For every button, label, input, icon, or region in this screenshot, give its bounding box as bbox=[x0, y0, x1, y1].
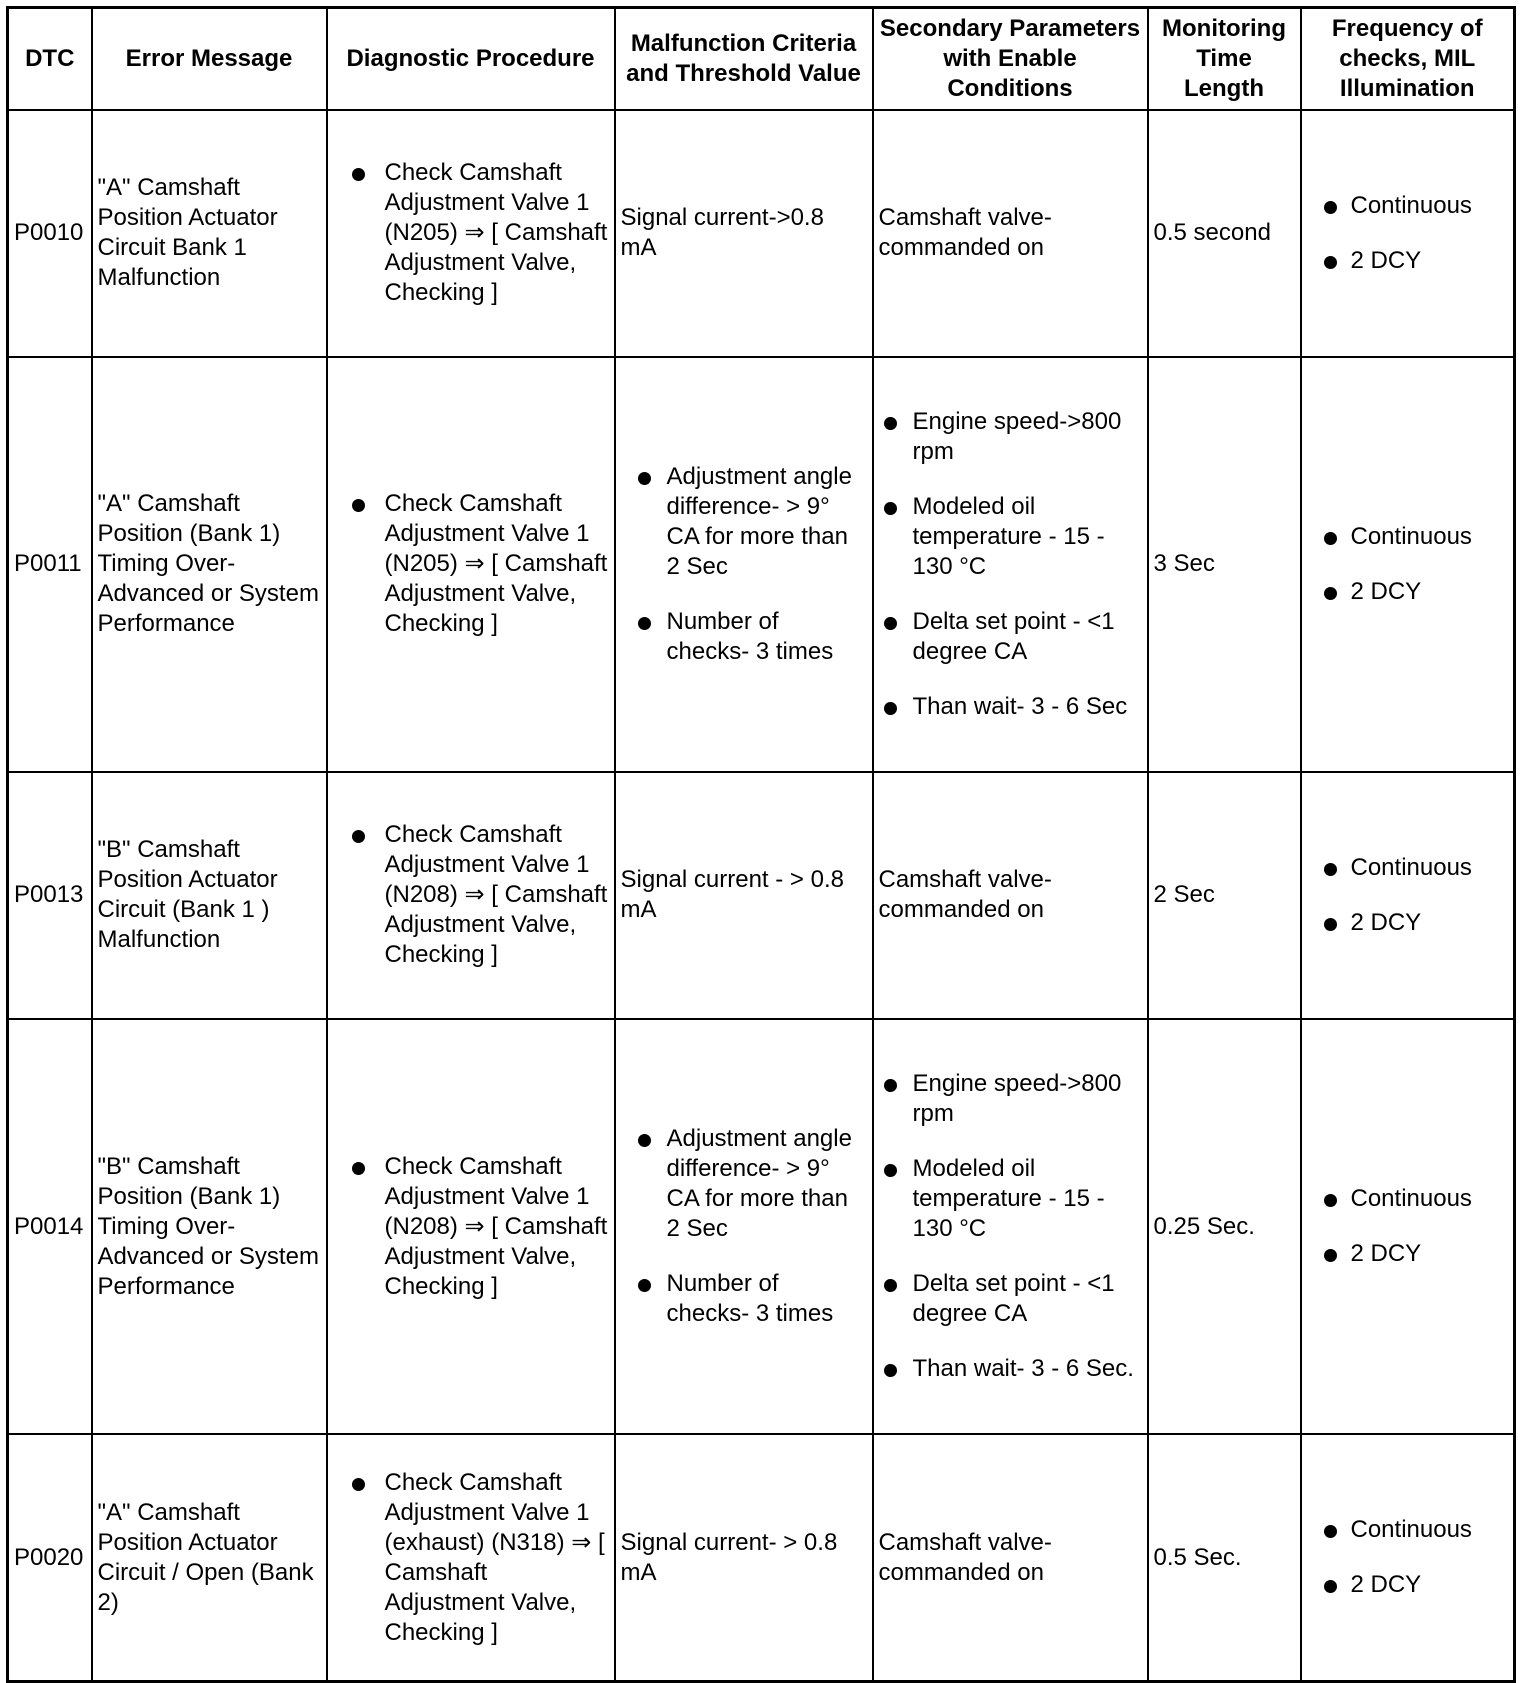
frequency-list bbox=[1307, 522, 1509, 607]
bullet-icon bbox=[884, 617, 897, 630]
list-item bbox=[621, 1269, 867, 1329]
bullet-icon bbox=[1324, 532, 1337, 545]
diagnostic-procedure bbox=[327, 1434, 615, 1682]
list-item bbox=[1307, 577, 1509, 607]
frequency-list bbox=[1307, 1184, 1509, 1269]
frequency bbox=[1301, 1019, 1515, 1434]
error-message: "A" Camshaft Position (Bank 1) Timing Over-Advanced or System Performance bbox=[92, 357, 327, 772]
bullet-icon bbox=[638, 617, 651, 630]
secondary-text: Modeled oil temperature - 15 - 130 °C bbox=[912, 492, 1105, 580]
procedure-text: Check Camshaft Adjustment Valve 1 (N208) ⇒ [ Camshaft Adjustment Valve, Checking ] bbox=[384, 821, 608, 969]
header-monitoring-time: Monitoring Time Length bbox=[1148, 8, 1301, 110]
table-row bbox=[8, 1019, 1515, 1434]
bullet-icon bbox=[352, 1162, 365, 1175]
list-item bbox=[333, 489, 609, 639]
secondary-text: Delta set point - <1 degree CA bbox=[912, 1270, 1115, 1328]
bullet-icon bbox=[1324, 1249, 1337, 1262]
dtc-code: P0020 bbox=[8, 1434, 92, 1682]
bullet-icon bbox=[1324, 256, 1337, 269]
bullet-icon bbox=[638, 472, 651, 485]
table-row bbox=[8, 357, 1515, 772]
monitoring-time: 2 Sec bbox=[1148, 772, 1301, 1019]
header-row bbox=[8, 8, 1515, 110]
secondary-text: Delta set point - <1 degree CA bbox=[912, 607, 1115, 665]
procedure-list bbox=[333, 820, 609, 970]
bullet-icon bbox=[1324, 1194, 1337, 1207]
secondary-text: Engine speed->800 rpm bbox=[912, 407, 1122, 465]
header-malfunction-criteria: Malfunction Criteria and Threshold Value bbox=[615, 8, 873, 110]
table-row bbox=[8, 1434, 1515, 1682]
diagnostic-procedure bbox=[327, 110, 615, 357]
list-item bbox=[621, 1124, 867, 1244]
list-item bbox=[879, 1269, 1142, 1329]
secondary-list bbox=[879, 1069, 1142, 1384]
dtc-code: P0014 bbox=[8, 1019, 92, 1434]
secondary-list bbox=[879, 407, 1142, 722]
frequency-text: 2 DCY bbox=[1350, 1571, 1422, 1598]
list-item bbox=[1307, 908, 1509, 938]
header-secondary-parameters: Secondary Parameters with Enable Conditions bbox=[873, 8, 1148, 110]
error-message: "A" Camshaft Position Actuator Circuit Bank 1 Malfunction bbox=[92, 110, 327, 357]
bullet-icon bbox=[884, 502, 897, 515]
procedure-list bbox=[333, 1468, 609, 1648]
header-dtc: DTC bbox=[8, 8, 92, 110]
list-item bbox=[879, 692, 1142, 722]
procedure-list bbox=[333, 489, 609, 639]
diagnostic-procedure bbox=[327, 357, 615, 772]
monitoring-time: 0.5 Sec. bbox=[1148, 1434, 1301, 1682]
bullet-icon bbox=[1324, 863, 1337, 876]
criteria-list bbox=[621, 1124, 867, 1329]
bullet-icon bbox=[638, 1134, 651, 1147]
list-item bbox=[1307, 1184, 1509, 1214]
list-item bbox=[879, 407, 1142, 467]
frequency-text: Continuous bbox=[1350, 191, 1472, 219]
header-diagnostic-procedure: Diagnostic Procedure bbox=[327, 8, 615, 110]
list-item bbox=[333, 820, 609, 970]
secondary-parameters: Camshaft valve-commanded on bbox=[873, 1434, 1148, 1682]
monitoring-time: 3 Sec bbox=[1148, 357, 1301, 772]
frequency-text: Continuous bbox=[1350, 1185, 1472, 1213]
procedure-text: Check Camshaft Adjustment Valve 1 (N205) ⇒ [ Camshaft Adjustment Valve, Checking ] bbox=[384, 159, 608, 307]
procedure-text: Check Camshaft Adjustment Valve 1 (exhaust) (N318) ⇒ [ Camshaft Adjustment Valve, Checking ] bbox=[384, 1468, 605, 1646]
bullet-icon bbox=[884, 1279, 897, 1292]
list-item bbox=[1307, 1515, 1509, 1545]
frequency-text: 2 DCY bbox=[1350, 908, 1422, 936]
bullet-icon bbox=[352, 1478, 365, 1491]
error-message: "A" Camshaft Position Actuator Circuit / Open (Bank 2) bbox=[92, 1434, 327, 1682]
frequency-text: 2 DCY bbox=[1350, 246, 1422, 274]
bullet-icon bbox=[1324, 201, 1337, 214]
procedure-list bbox=[333, 1152, 609, 1302]
bullet-icon bbox=[1324, 1580, 1337, 1593]
list-item bbox=[1307, 522, 1509, 552]
bullet-icon bbox=[884, 1164, 897, 1177]
procedure-text: Check Camshaft Adjustment Valve 1 (N205) ⇒ [ Camshaft Adjustment Valve, Checking ] bbox=[384, 490, 608, 638]
dtc-code: P0010 bbox=[8, 110, 92, 357]
list-item bbox=[1307, 246, 1509, 276]
bullet-icon bbox=[352, 830, 365, 843]
diagnostic-procedure bbox=[327, 772, 615, 1019]
list-item bbox=[879, 607, 1142, 667]
bullet-icon bbox=[1324, 918, 1337, 931]
list-item bbox=[333, 1468, 609, 1648]
secondary-parameters bbox=[873, 1019, 1148, 1434]
monitoring-time: 0.5 second bbox=[1148, 110, 1301, 357]
bullet-icon bbox=[884, 702, 897, 715]
secondary-text: Than wait- 3 - 6 Sec bbox=[912, 692, 1128, 720]
criteria-text: Adjustment angle difference- > 9° CA for more than 2 Sec bbox=[666, 1125, 852, 1243]
monitoring-time: 0.25 Sec. bbox=[1148, 1019, 1301, 1434]
dtc-code: P0011 bbox=[8, 357, 92, 772]
criteria-text: Number of checks- 3 times bbox=[666, 1270, 834, 1328]
list-item bbox=[1307, 1570, 1509, 1600]
bullet-icon bbox=[352, 168, 365, 181]
frequency bbox=[1301, 357, 1515, 772]
bullet-icon bbox=[1324, 1525, 1337, 1538]
frequency-text: 2 DCY bbox=[1350, 577, 1422, 605]
list-item bbox=[879, 1354, 1142, 1384]
frequency-text: Continuous bbox=[1350, 522, 1472, 550]
malfunction-criteria bbox=[615, 357, 873, 772]
table-row bbox=[8, 772, 1515, 1019]
list-item bbox=[621, 462, 867, 582]
list-item bbox=[1307, 191, 1509, 221]
malfunction-criteria: Signal current - > 0.8 mA bbox=[615, 772, 873, 1019]
frequency-text: Continuous bbox=[1350, 1516, 1472, 1543]
bullet-icon bbox=[1324, 587, 1337, 600]
list-item bbox=[1307, 853, 1509, 883]
list-item bbox=[1307, 1239, 1509, 1269]
list-item bbox=[333, 158, 609, 308]
criteria-text: Adjustment angle difference- > 9° CA for more than 2 Sec bbox=[666, 462, 852, 580]
frequency bbox=[1301, 772, 1515, 1019]
bullet-icon bbox=[884, 417, 897, 430]
frequency-list bbox=[1307, 853, 1509, 938]
list-item bbox=[333, 1152, 609, 1302]
procedure-text: Check Camshaft Adjustment Valve 1 (N208) ⇒ [ Camshaft Adjustment Valve, Checking ] bbox=[384, 1152, 608, 1300]
secondary-text: Engine speed->800 rpm bbox=[912, 1070, 1122, 1128]
frequency-list bbox=[1307, 1515, 1509, 1600]
list-item bbox=[621, 607, 867, 667]
criteria-text: Number of checks- 3 times bbox=[666, 607, 834, 665]
frequency bbox=[1301, 1434, 1515, 1682]
criteria-list bbox=[621, 462, 867, 667]
procedure-list bbox=[333, 158, 609, 308]
header-frequency: Frequency of checks, MIL Illumination bbox=[1301, 8, 1515, 110]
bullet-icon bbox=[638, 1279, 651, 1292]
list-item bbox=[879, 492, 1142, 582]
malfunction-criteria: Signal current->0.8 mA bbox=[615, 110, 873, 357]
frequency-list bbox=[1307, 191, 1509, 276]
frequency-text: Continuous bbox=[1350, 853, 1472, 881]
error-message: "B" Camshaft Position Actuator Circuit (Bank 1 ) Malfunction bbox=[92, 772, 327, 1019]
list-item bbox=[879, 1154, 1142, 1244]
dtc-code: P0013 bbox=[8, 772, 92, 1019]
diagnostic-procedure bbox=[327, 1019, 615, 1434]
secondary-parameters: Camshaft valve-commanded on bbox=[873, 772, 1148, 1019]
secondary-parameters bbox=[873, 357, 1148, 772]
bullet-icon bbox=[884, 1364, 897, 1377]
malfunction-criteria: Signal current- > 0.8 mA bbox=[615, 1434, 873, 1682]
error-message: "B" Camshaft Position (Bank 1) Timing Over-Advanced or System Performance bbox=[92, 1019, 327, 1434]
dtc-table bbox=[6, 6, 1516, 1683]
bullet-icon bbox=[884, 1079, 897, 1092]
table-row bbox=[8, 110, 1515, 357]
secondary-text: Than wait- 3 - 6 Sec. bbox=[912, 1355, 1134, 1383]
frequency-text: 2 DCY bbox=[1350, 1240, 1422, 1268]
secondary-text: Modeled oil temperature - 15 - 130 °C bbox=[912, 1155, 1105, 1243]
frequency bbox=[1301, 110, 1515, 357]
bullet-icon bbox=[352, 499, 365, 512]
list-item bbox=[879, 1069, 1142, 1129]
header-error-message: Error Message bbox=[92, 8, 327, 110]
secondary-parameters: Camshaft valve-commanded on bbox=[873, 110, 1148, 357]
malfunction-criteria bbox=[615, 1019, 873, 1434]
